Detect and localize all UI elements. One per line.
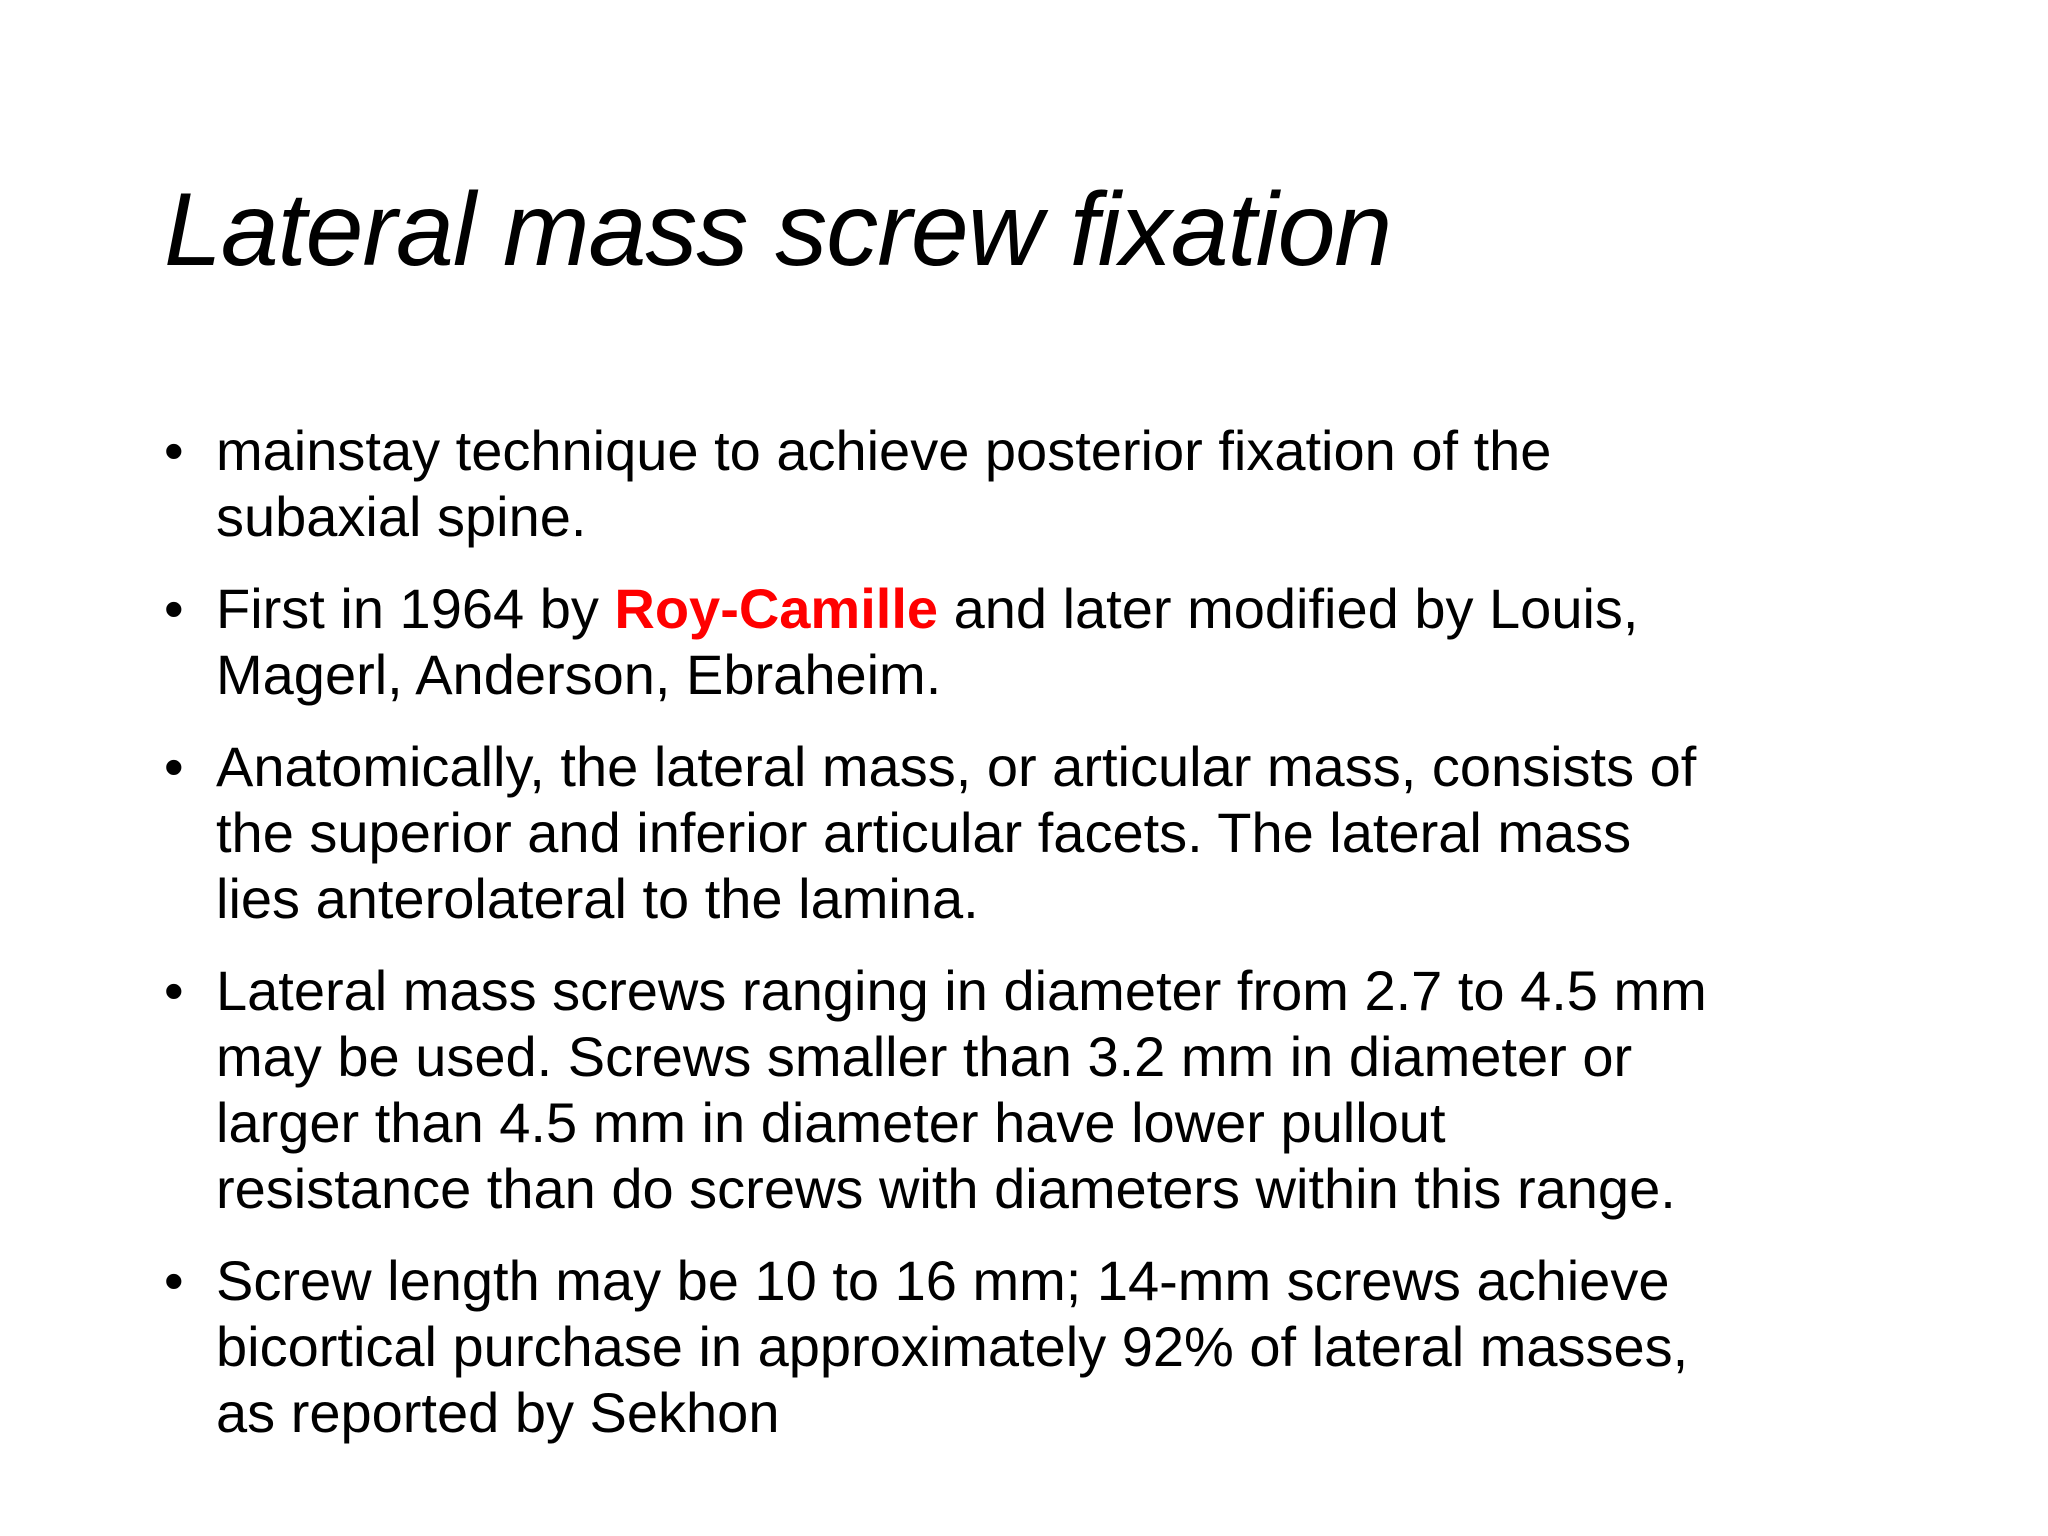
bullet-item-1 (164, 418, 1924, 550)
bullet-dot-icon: • (164, 1249, 184, 1312)
bullet-2-line-1 (216, 576, 1924, 642)
bullet-1-line-2: subaxial spine. (216, 485, 587, 548)
bullet-4-line-3: larger than 4.5 mm in diameter have lower pullout (216, 1091, 1446, 1154)
bullet-item-5 (164, 1248, 1924, 1446)
bullet-1-line-1: mainstay technique to achieve posterior fixation of the (216, 419, 1552, 482)
bullet-dot-icon: • (164, 735, 184, 798)
bullet-dot-icon: • (164, 419, 184, 482)
bullet-dot-icon: • (164, 577, 184, 640)
bullet-4-line-2: may be used. Screws smaller than 3.2 mm in diameter or (216, 1025, 1633, 1088)
bullet-4-line-1: Lateral mass screws ranging in diameter from 2.7 to 4.5 mm (216, 959, 1707, 1022)
bullet-list (164, 418, 1924, 1472)
bullet-item-2 (164, 576, 1924, 708)
bullet-3-line-1: Anatomically, the lateral mass, or articular mass, consists of (216, 735, 1697, 798)
bullet-3-line-2: the superior and inferior articular facets. The lateral mass (216, 801, 1632, 864)
bullet-item-4 (164, 958, 1924, 1222)
bullet-5-line-1: Screw length may be 10 to 16 mm; 14-mm screws achieve (216, 1249, 1670, 1312)
bullet-5-line-3: as reported by Sekhon (216, 1381, 780, 1444)
bullet-2-line-2: Magerl, Anderson, Ebraheim. (216, 643, 942, 706)
bullet-item-3 (164, 734, 1924, 932)
bullet-3-line-3: lies anterolateral to the lamina. (216, 867, 979, 930)
bullet-2-text-before: First in 1964 by (216, 577, 615, 640)
highlight-name-roy-camille: Roy-Camille (614, 577, 939, 640)
bullet-4-line-4: resistance than do screws with diameters within this range. (216, 1157, 1676, 1220)
bullet-5-line-2: bicortical purchase in approximately 92% of lateral masses, (216, 1315, 1689, 1378)
bullet-dot-icon: • (164, 959, 184, 1022)
bullet-2-text-after: and later modified by Louis, (938, 577, 1639, 640)
slide-title: Lateral mass screw fixation (164, 172, 1392, 288)
